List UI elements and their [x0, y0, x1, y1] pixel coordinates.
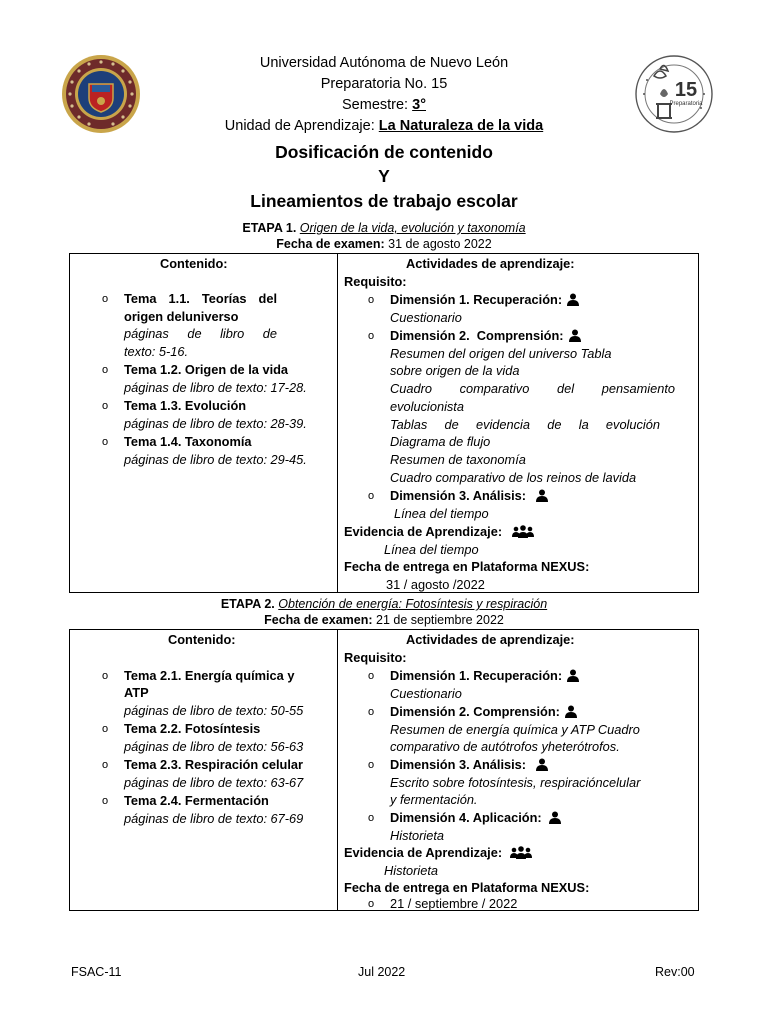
stage2-requisito: Requisito: [344, 650, 407, 665]
semester-line [0, 95, 768, 115]
bullet: o [102, 293, 109, 305]
stage1-delivery-date: 31 / agosto /2022 [386, 577, 485, 592]
stage2-topic4-title: Tema 2.4. Fermentación [124, 793, 269, 808]
stage2-exam-date: 21 de septiembre 2022 [376, 613, 504, 627]
stage1-exam-label: Fecha de examen: [276, 237, 385, 251]
stage2-topic3-title: Tema 2.3. Respiración celular [124, 757, 304, 772]
bullet: o [368, 812, 375, 824]
stage1-dim2-item: evolucionista [390, 399, 464, 414]
document-title-line3: Lineamientos de trabajo escolar [250, 191, 518, 211]
stage2-dim2: Dimensión 2. Comprensión: [390, 703, 577, 723]
stage2-evidence-label: Evidencia de Aprendizaje: [344, 844, 532, 864]
stage1-dim2-item: Resumen de taxonomía [390, 452, 526, 467]
stage1-evidence-label: Evidencia de Aprendizaje: [344, 523, 534, 543]
university-name: Universidad Autónoma de Nuevo León [259, 55, 509, 71]
bullet: o [368, 898, 375, 910]
stage1-label: ETAPA 1. [242, 221, 297, 235]
stage2-dim1-item: Cuestionario [390, 686, 462, 701]
logo-caption: Preparatoria [669, 101, 703, 107]
unit-label: Unidad de Aprendizaje: [224, 118, 375, 134]
footer-revision: Rev:00 [655, 965, 695, 979]
bullet: o [102, 795, 109, 807]
bullet: o [102, 670, 109, 682]
stage2-topic4-pages: páginas de libro de texto: 67-69 [124, 811, 304, 826]
stage2-evidence-value: Historieta [384, 863, 439, 878]
logo-number: 15 [674, 79, 698, 101]
footer-date: Jul 2022 [358, 965, 406, 979]
stage1-requisito: Requisito: [344, 274, 407, 289]
stage1-exam-date: 31 de agosto 2022 [388, 237, 492, 251]
stage1-delivery-label: Fecha de entrega en Plataforma NEXUS: [344, 559, 590, 574]
stage1-heading [0, 220, 768, 236]
stage1-content-column [70, 254, 338, 592]
stage1-topic1-title: Tema 1.1. Teorías del [124, 291, 278, 306]
stage1-dim2: Dimensión 2. Comprensión: [390, 327, 581, 347]
bullet: o [368, 490, 375, 502]
stage2-topic2-pages: páginas de libro de texto: 56-63 [124, 739, 304, 754]
stage2-name: Obtención de energía: Fotosíntesis y respiración [278, 597, 548, 611]
group-icon [510, 846, 532, 864]
stage2-label: ETAPA 2. [220, 597, 275, 611]
stage1-topic3-pages: páginas de libro de texto: 28-39. [124, 416, 307, 431]
group-icon [512, 525, 534, 543]
stage1-topic1-pages-line2: texto: 5-16. [124, 344, 189, 359]
stage1-dim2-item: Tablas de evidencia de la evolución [390, 417, 660, 432]
stage1-dim1: Dimensión 1. Recuperación: [390, 291, 579, 311]
bullet: o [102, 364, 109, 376]
stage1-dim2-item: Diagrama de flujo [390, 434, 491, 449]
bullet: o [102, 759, 109, 771]
document-title-line2: Y [378, 166, 390, 186]
document-title-line1: Dosificación de contenido [275, 142, 493, 162]
stage2-dim2-item: Resumen de energía química y ATP Cuadro [390, 722, 640, 737]
stage1-dim1-item: Cuestionario [390, 310, 462, 325]
stage1-topic2-title: Tema 1.2. Origen de la vida [124, 362, 289, 377]
stage2-heading [0, 596, 768, 612]
stage1-name: Origen de la vida, evolución y taxonomía [299, 221, 526, 235]
stage1-dim2-item: Resumen del origen del universo Tabla [390, 346, 612, 361]
stage2-delivery-date: 21 / septiembre / 2022 [390, 896, 518, 911]
stage1-dim3: Dimensión 3. Análisis: [390, 487, 548, 507]
bullet: o [368, 330, 375, 342]
stage2-table [69, 629, 699, 911]
bullet: o [368, 294, 375, 306]
stage1-topic1-pages: páginas de libro de [124, 326, 277, 341]
footer-form-code: FSAC-11 [71, 965, 122, 979]
bullet: o [102, 723, 109, 735]
stage2-dim3-item: Escrito sobre fotosíntesis, respiracióncelular [390, 775, 641, 790]
stage1-activities-column [338, 254, 698, 592]
stage2-activities-header: Actividades de aprendizaje: [406, 632, 575, 647]
stage1-topic4-pages: páginas de libro de texto: 29-45. [124, 452, 307, 467]
bullet: o [102, 400, 109, 412]
stage2-topic1-title: Tema 2.1. Energía química y [124, 668, 295, 683]
unit-line [0, 116, 768, 136]
stage1-topic1-title-line2: origen deluniverso [124, 309, 239, 324]
stage2-dim4-item: Historieta [390, 828, 445, 843]
stage1-evidence-value: Línea del tiempo [384, 542, 479, 557]
person-icon [549, 811, 561, 829]
bullet: o [102, 436, 109, 448]
stage2-dim2-item: comparativo de autótrofos yheterótrofos. [390, 739, 620, 754]
person-icon [536, 489, 548, 507]
bullet: o [368, 706, 375, 718]
stage1-topic3-title: Tema 1.3. Evolución [124, 398, 247, 413]
person-icon [567, 293, 579, 311]
bullet: o [368, 670, 375, 682]
stage1-topic2-pages: páginas de libro de texto: 17-28. [124, 380, 307, 395]
stage1-content-header: Contenido: [160, 256, 228, 271]
stage2-topic1-title-line2: ATP [124, 685, 149, 700]
stage1-dim2-item: sobre origen de la vida [390, 363, 520, 378]
stage1-activities-header: Actividades de aprendizaje: [406, 256, 575, 271]
stage2-dim4: Dimensión 4. Aplicación: [390, 809, 561, 829]
stage2-content-column [70, 630, 338, 910]
stage1-topic4-title: Tema 1.4. Taxonomía [124, 434, 252, 449]
stage2-content-header: Contenido: [168, 632, 236, 647]
stage1-exam-date-line [0, 236, 768, 252]
stage2-dim3-item: y fermentación. [390, 792, 478, 807]
school-name: Preparatoria No. 15 [320, 76, 448, 92]
stage2-exam-date-line [0, 612, 768, 628]
bullet: o [368, 759, 375, 771]
unit-value: La Naturaleza de la vida [378, 118, 544, 134]
person-icon [567, 669, 579, 687]
stage1-dim2-item: Cuadro comparativo de los reinos de lavida [390, 470, 637, 485]
semester-value: 3° [412, 97, 426, 113]
stage2-topic1-pages: páginas de libro de texto: 50-55 [124, 703, 304, 718]
stage1-table [69, 253, 699, 593]
stage1-dim3-item: Línea del tiempo [394, 506, 489, 521]
stage1-dim2-item: Cuadro comparativo del pensamiento [390, 381, 675, 396]
stage2-dim1: Dimensión 1. Recuperación: [390, 667, 579, 687]
stage2-topic2-title: Tema 2.2. Fotosíntesis [124, 721, 261, 736]
stage2-dim3: Dimensión 3. Análisis: [390, 756, 548, 776]
stage2-delivery-label: Fecha de entrega en Plataforma NEXUS: [344, 880, 590, 895]
stage2-topic3-pages: páginas de libro de texto: 63-67 [124, 775, 304, 790]
stage2-activities-column [338, 630, 698, 910]
stage2-exam-label: Fecha de examen: [264, 613, 373, 627]
semester-label: Semestre: [342, 97, 409, 113]
